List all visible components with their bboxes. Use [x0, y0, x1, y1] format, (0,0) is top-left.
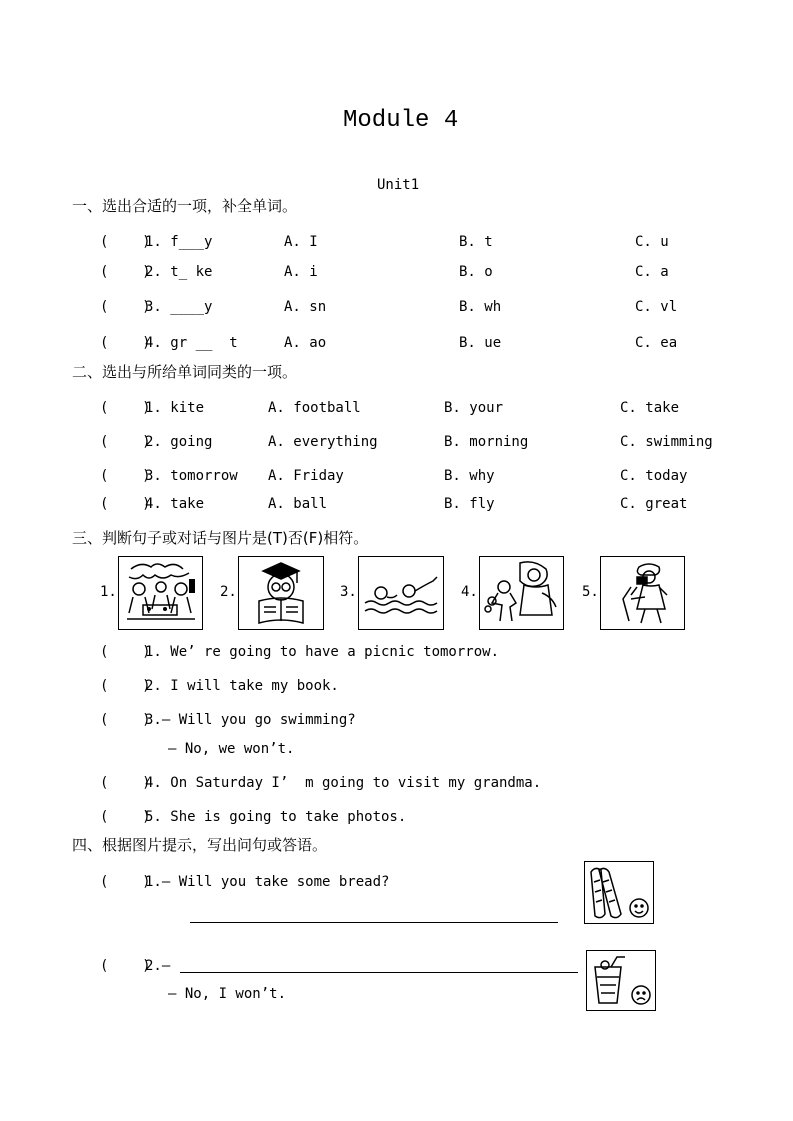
- section2-heading: 二、选出与所给单词同类的一项。: [72, 363, 298, 381]
- answer-paren[interactable]: ( ): [100, 400, 151, 416]
- answer-paren[interactable]: ( ): [100, 712, 151, 728]
- page-title: Module 4: [343, 107, 459, 134]
- option-b: B. your: [444, 400, 504, 416]
- picture-label: 4.: [461, 584, 478, 600]
- answer-line[interactable]: [190, 922, 558, 923]
- answer-paren[interactable]: ( ): [100, 234, 151, 250]
- answer-paren[interactable]: ( ): [100, 809, 151, 825]
- answer-paren[interactable]: ( ): [100, 299, 151, 315]
- option-a: A. Friday: [268, 468, 344, 484]
- question-word: 1. kite: [145, 400, 205, 416]
- unit-title: Unit1: [377, 177, 420, 193]
- bread-smiley-icon: [584, 861, 654, 924]
- girl-taking-photos-icon: [600, 556, 685, 630]
- picture-label: 2.: [220, 584, 237, 600]
- answer-paren[interactable]: ( ): [100, 496, 151, 512]
- section1-heading: 一、选出合适的一项，补全单词。: [72, 197, 298, 215]
- option-b: B. morning: [444, 434, 529, 450]
- picnic-picture-icon: [118, 556, 203, 630]
- option-a: A. football: [268, 400, 361, 416]
- option-c: C. take: [620, 400, 680, 416]
- option-b: B. fly: [444, 496, 495, 512]
- picture-label: 3.: [340, 584, 357, 600]
- option-a: A. ball: [268, 496, 328, 512]
- picture-label: 5.: [582, 584, 599, 600]
- answer-line[interactable]: [180, 972, 578, 973]
- statement-text: 5. She is going to take photos.: [145, 809, 407, 825]
- question-word: 2. going: [145, 434, 213, 450]
- option-a: A. sn: [284, 299, 327, 315]
- option-b: B. t: [459, 234, 493, 250]
- answer-paren[interactable]: ( ): [100, 335, 151, 351]
- answer-text: — No, I won’t.: [168, 986, 287, 1002]
- option-b: B. why: [444, 468, 495, 484]
- option-c: C. ea: [635, 335, 678, 351]
- answer-paren[interactable]: ( ): [100, 264, 151, 280]
- option-c: C. swimming: [620, 434, 713, 450]
- swimming-picture-icon: [358, 556, 444, 630]
- answer-paren[interactable]: ( ): [100, 958, 151, 974]
- answer-paren[interactable]: ( ): [100, 434, 151, 450]
- option-c: C. u: [635, 234, 669, 250]
- statement-text: 1. We’ re going to have a picnic tomorrow.: [145, 644, 500, 660]
- statement-text: 2. I will take my book.: [145, 678, 339, 694]
- question-text: 3. ____y: [145, 299, 213, 315]
- option-b: B. o: [459, 264, 493, 280]
- option-c: C. vl: [635, 299, 678, 315]
- question-text: 1. f___y: [145, 234, 213, 250]
- option-b: B. wh: [459, 299, 502, 315]
- statement-reply: — No, we won’t.: [168, 741, 295, 757]
- option-c: C. a: [635, 264, 669, 280]
- option-a: A. I: [284, 234, 318, 250]
- question-text: 4. gr __ t: [145, 335, 238, 351]
- option-a: A. everything: [268, 434, 378, 450]
- question-word: 3. tomorrow: [145, 468, 238, 484]
- question-word: 4. take: [145, 496, 205, 512]
- answer-paren[interactable]: ( ): [100, 874, 151, 890]
- picture-label: 1.: [100, 584, 117, 600]
- option-a: A. ao: [284, 335, 327, 351]
- question-dash: 2.—: [145, 958, 171, 974]
- option-b: B. ue: [459, 335, 502, 351]
- statement-text: 3.— Will you go swimming?: [145, 712, 356, 728]
- answer-paren[interactable]: ( ): [100, 775, 151, 791]
- grandma-visit-picture-icon: [479, 556, 564, 630]
- statement-text: 4. On Saturday I’ m going to visit my grandma.: [145, 775, 542, 791]
- question-text: 1.— Will you take some bread?: [145, 874, 390, 890]
- option-c: C. great: [620, 496, 688, 512]
- boy-reading-book-icon: [238, 556, 324, 630]
- answer-paren[interactable]: ( ): [100, 678, 151, 694]
- answer-paren[interactable]: ( ): [100, 644, 151, 660]
- option-a: A. i: [284, 264, 318, 280]
- section4-heading: 四、根据图片提示，写出问句或答语。: [72, 836, 328, 854]
- question-text: 2. t_ ke: [145, 264, 213, 280]
- section3-heading: 三、判断句子或对话与图片是(T)否(F)相符。: [72, 529, 369, 547]
- answer-paren[interactable]: ( ): [100, 468, 151, 484]
- option-c: C. today: [620, 468, 688, 484]
- drink-frown-icon: [586, 950, 656, 1011]
